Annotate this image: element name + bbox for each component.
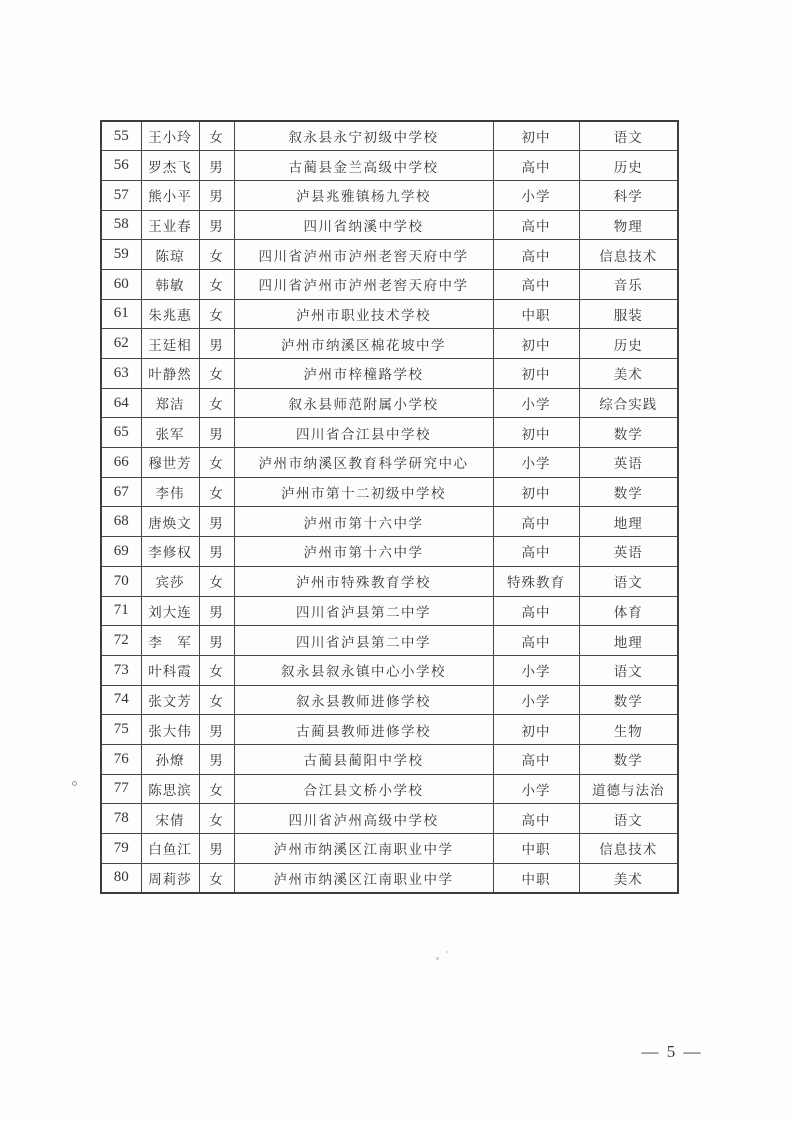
gender-cell: 男 [199,329,234,359]
school-stage-cell: 初中 [493,359,579,389]
teacher-name-cell: 白鱼江 [141,834,199,864]
school-stage-cell: 小学 [493,774,579,804]
teacher-name-cell: 李伟 [141,477,199,507]
page-number: — 5 — [641,1042,703,1061]
subject-cell: 生物 [579,715,678,745]
subject-cell: 信息技术 [579,240,678,270]
teacher-name-cell: 宾莎 [141,566,199,596]
subject-cell: 语文 [579,804,678,834]
school-name-cell: 古蔺县教师进修学校 [234,715,493,745]
table-row [101,418,678,448]
table-row [101,566,678,596]
school-name-cell: 泸州市纳溪区教育科学研究中心 [234,448,493,478]
table-row [101,774,678,804]
gender-cell: 女 [199,121,234,151]
subject-cell: 英语 [579,448,678,478]
teacher-name-cell: 朱兆惠 [141,299,199,329]
table-row [101,804,678,834]
row-number-cell: 65 [101,418,141,448]
gender-cell: 男 [199,626,234,656]
school-name-cell: 叙永县教师进修学校 [234,685,493,715]
school-name-cell: 泸州市第十六中学 [234,537,493,567]
table-row [101,269,678,299]
table-row [101,834,678,864]
subject-cell: 语文 [579,655,678,685]
teacher-name-cell: 李修权 [141,537,199,567]
school-name-cell: 叙永县永宁初级中学校 [234,121,493,151]
roster-table-body [101,121,678,893]
school-stage-cell: 小学 [493,655,579,685]
row-number-cell: 63 [101,359,141,389]
school-name-cell: 四川省泸州市泸州老窖天府中学 [234,240,493,270]
school-stage-cell: 高中 [493,269,579,299]
gender-cell: 女 [199,299,234,329]
subject-cell: 数学 [579,477,678,507]
row-number-cell: 76 [101,744,141,774]
school-stage-cell: 高中 [493,507,579,537]
school-stage-cell: 高中 [493,151,579,181]
teacher-name-cell: 熊小平 [141,180,199,210]
school-stage-cell: 小学 [493,388,579,418]
subject-cell: 数学 [579,685,678,715]
subject-cell: 服装 [579,299,678,329]
table-row [101,151,678,181]
subject-cell: 历史 [579,151,678,181]
school-name-cell: 泸州市第十二初级中学校 [234,477,493,507]
school-stage-cell: 小学 [493,180,579,210]
table-row [101,388,678,418]
row-number-cell: 75 [101,715,141,745]
teacher-name-cell: 陈琼 [141,240,199,270]
school-stage-cell: 中职 [493,299,579,329]
row-number-cell: 62 [101,329,141,359]
school-stage-cell: 高中 [493,240,579,270]
school-stage-cell: 初中 [493,715,579,745]
school-name-cell: 叙永县师范附属小学校 [234,388,493,418]
table-row [101,596,678,626]
row-number-cell: 71 [101,596,141,626]
teacher-name-cell: 王廷相 [141,329,199,359]
gender-cell: 男 [199,507,234,537]
row-number-cell: 73 [101,655,141,685]
row-number-cell: 72 [101,626,141,656]
school-name-cell: 四川省泸州高级中学校 [234,804,493,834]
subject-cell: 历史 [579,329,678,359]
teacher-name-cell: 叶科霞 [141,655,199,685]
table-row [101,715,678,745]
table-row [101,448,678,478]
gender-cell: 女 [199,685,234,715]
table-row [101,655,678,685]
gender-cell: 女 [199,566,234,596]
scan-artifact-dot [446,951,448,953]
gender-cell: 女 [199,655,234,685]
subject-cell: 体育 [579,596,678,626]
scan-artifact-dot [436,957,439,960]
table-row [101,359,678,389]
table-row [101,863,678,893]
school-name-cell: 泸州市梓橦路学校 [234,359,493,389]
row-number-cell: 57 [101,180,141,210]
row-number-cell: 74 [101,685,141,715]
teacher-name-cell: 郑洁 [141,388,199,418]
subject-cell: 美术 [579,359,678,389]
gender-cell: 女 [199,804,234,834]
row-number-cell: 60 [101,269,141,299]
subject-cell: 道德与法治 [579,774,678,804]
subject-cell: 音乐 [579,269,678,299]
school-name-cell: 泸州市职业技术学校 [234,299,493,329]
school-stage-cell: 高中 [493,537,579,567]
teacher-name-cell: 张大伟 [141,715,199,745]
school-name-cell: 泸州市纳溪区棉花坡中学 [234,329,493,359]
table-row [101,507,678,537]
subject-cell: 物理 [579,210,678,240]
school-stage-cell: 高中 [493,626,579,656]
school-stage-cell: 初中 [493,329,579,359]
gender-cell: 女 [199,269,234,299]
table-row [101,299,678,329]
teacher-name-cell: 叶静然 [141,359,199,389]
gender-cell: 男 [199,834,234,864]
school-name-cell: 泸州市第十六中学 [234,507,493,537]
gender-cell: 男 [199,151,234,181]
school-stage-cell: 初中 [493,477,579,507]
gender-cell: 男 [199,210,234,240]
teacher-name-cell: 孙燎 [141,744,199,774]
table-row [101,210,678,240]
gender-cell: 男 [199,715,234,745]
row-number-cell: 55 [101,121,141,151]
row-number-cell: 77 [101,774,141,804]
table-row [101,329,678,359]
table-row [101,626,678,656]
teacher-name-cell: 穆世芳 [141,448,199,478]
school-stage-cell: 高中 [493,744,579,774]
teacher-name-cell: 王业春 [141,210,199,240]
teacher-name-cell: 陈思滨 [141,774,199,804]
gender-cell: 女 [199,477,234,507]
gender-cell: 女 [199,240,234,270]
row-number-cell: 59 [101,240,141,270]
row-number-cell: 64 [101,388,141,418]
gender-cell: 男 [199,537,234,567]
school-name-cell: 四川省泸县第二中学 [234,596,493,626]
subject-cell: 信息技术 [579,834,678,864]
teacher-name-cell: 张文芳 [141,685,199,715]
school-name-cell: 合江县文桥小学校 [234,774,493,804]
table-row [101,180,678,210]
school-stage-cell: 中职 [493,863,579,893]
school-name-cell: 四川省泸州市泸州老窖天府中学 [234,269,493,299]
table-row [101,121,678,151]
table-row [101,477,678,507]
school-stage-cell: 特殊教育 [493,566,579,596]
table-row [101,240,678,270]
row-number-cell: 67 [101,477,141,507]
table-row [101,685,678,715]
subject-cell: 科学 [579,180,678,210]
row-number-cell: 58 [101,210,141,240]
school-name-cell: 四川省泸县第二中学 [234,626,493,656]
subject-cell: 美术 [579,863,678,893]
row-number-cell: 56 [101,151,141,181]
gender-cell: 女 [199,388,234,418]
subject-cell: 数学 [579,744,678,774]
scan-artifact-ring [72,781,77,786]
subject-cell: 数学 [579,418,678,448]
row-number-cell: 61 [101,299,141,329]
subject-cell: 英语 [579,537,678,567]
row-number-cell: 80 [101,863,141,893]
subject-cell: 语文 [579,566,678,596]
school-name-cell: 泸州市特殊教育学校 [234,566,493,596]
teacher-name-cell: 罗杰飞 [141,151,199,181]
subject-cell: 综合实践 [579,388,678,418]
teacher-roster-table [100,120,679,894]
teacher-name-cell: 李 军 [141,626,199,656]
teacher-name-cell: 周莉莎 [141,863,199,893]
table-row [101,537,678,567]
school-name-cell: 古蔺县金兰高级中学校 [234,151,493,181]
gender-cell: 女 [199,863,234,893]
table-row [101,744,678,774]
school-stage-cell: 高中 [493,596,579,626]
school-name-cell: 古蔺县蔺阳中学校 [234,744,493,774]
gender-cell: 男 [199,596,234,626]
gender-cell: 女 [199,448,234,478]
school-stage-cell: 小学 [493,448,579,478]
school-stage-cell: 高中 [493,804,579,834]
school-name-cell: 四川省合江县中学校 [234,418,493,448]
school-stage-cell: 初中 [493,418,579,448]
row-number-cell: 79 [101,834,141,864]
row-number-cell: 69 [101,537,141,567]
row-number-cell: 66 [101,448,141,478]
school-name-cell: 叙永县叙永镇中心小学校 [234,655,493,685]
school-stage-cell: 小学 [493,685,579,715]
school-stage-cell: 高中 [493,210,579,240]
subject-cell: 语文 [579,121,678,151]
teacher-name-cell: 王小玲 [141,121,199,151]
school-stage-cell: 初中 [493,121,579,151]
subject-cell: 地理 [579,507,678,537]
subject-cell: 地理 [579,626,678,656]
teacher-name-cell: 宋倩 [141,804,199,834]
row-number-cell: 70 [101,566,141,596]
school-stage-cell: 中职 [493,834,579,864]
row-number-cell: 78 [101,804,141,834]
teacher-name-cell: 唐焕文 [141,507,199,537]
row-number-cell: 68 [101,507,141,537]
gender-cell: 男 [199,180,234,210]
teacher-name-cell: 张军 [141,418,199,448]
school-name-cell: 泸县兆雅镇杨九学校 [234,180,493,210]
school-name-cell: 泸州市纳溪区江南职业中学 [234,863,493,893]
gender-cell: 女 [199,359,234,389]
gender-cell: 女 [199,774,234,804]
teacher-name-cell: 韩敏 [141,269,199,299]
school-name-cell: 四川省纳溪中学校 [234,210,493,240]
gender-cell: 男 [199,418,234,448]
school-name-cell: 泸州市纳溪区江南职业中学 [234,834,493,864]
gender-cell: 男 [199,744,234,774]
teacher-name-cell: 刘大连 [141,596,199,626]
